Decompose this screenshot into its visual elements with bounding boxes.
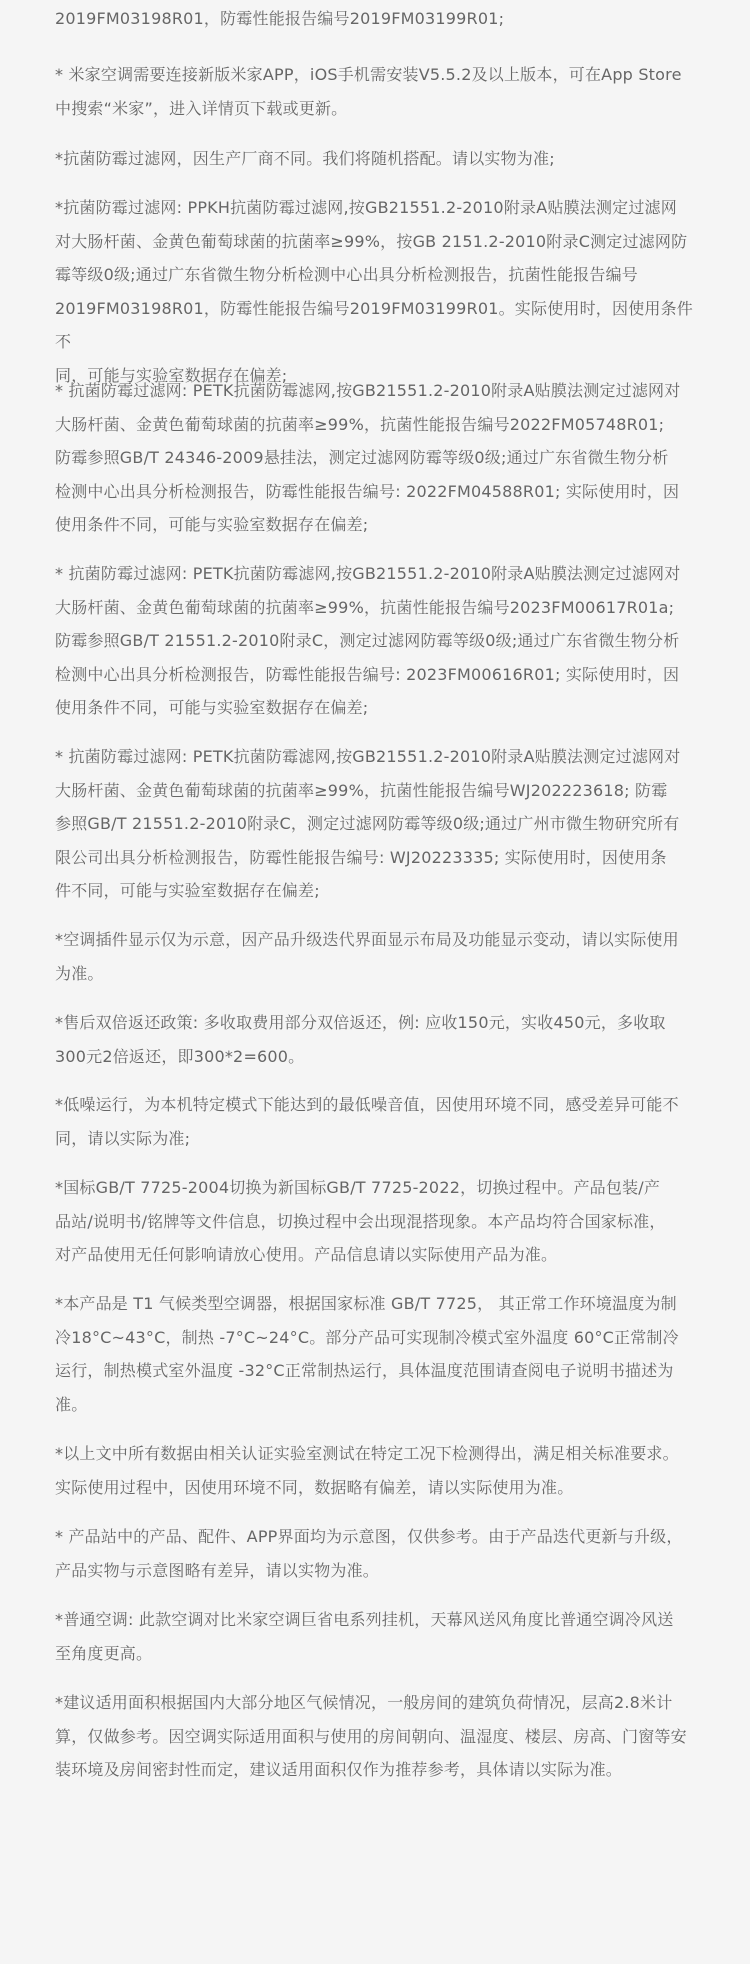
disclaimer-note: *空调插件显示仅为示意，因产品升级迭代界面显示布局及功能显示变动，请以实际使用 为准。	[55, 930, 679, 983]
disclaimer-note: *国标GB/T 7725-2004切换为新国标GB/T 7725-2022，切换过程中。产品包装/产 品站/说明书/铭牌等文件信息，切换过程中会出现混搭现象。本产品均符合国家标准， 对产品使用无任何影响请放心使用。产品信息请以实际使用产品为准。	[55, 1178, 666, 1264]
disclaimer-note: *本产品是 T1 气候类型空调器，根据国家标准 GB/T 7725， 其正常工作环境温度为制 冷18°C~43°C，制热 -7°C~24°C。部分产品可实现制冷模式室外温度 60°C正常制冷 运行，制热模式室外温度 -32°C正常制热运行，具体温度范围请查阅电子说明书描述为 准。	[55, 1294, 679, 1414]
disclaimer-note: * 抗菌防霉过滤网: PETK抗菌防霉滤网,按GB21551.2-2010附录A贴膜法测定过滤网对 大肠杆菌、金黄色葡萄球菌的抗菌率≥99%，抗菌性能报告编号WJ20222361​8; 防霉 参照GB/T 21551.2-2010附录C，测定过滤网防霉等级0级;通过广州市微生物研究所有 限公司出具分析检测报告，防霉性能报告编号: WJ20223335; 实际使用时，因使用条 件不同，可能与实验室数据存在偏差;	[55, 747, 681, 900]
disclaimer-note: *抗菌防霉过滤网: PPKH抗菌防霉过滤网,按GB21551.2-2010附录A贴膜法测定过滤网 对大肠杆菌、金黄色葡萄球菌的抗菌率≥99%，按GB 2151.2-2010附录C测定过滤网防 霉等级0级;通过广东省微生物分析检测中心出具分析检测报告，抗菌性能报告编号 2019FM03198R01，防霉性能报告编号2019FM03199R01。实际使用时，因使用条件不 同，可能与实验室数据存在偏差;	[55, 198, 694, 385]
disclaimer-note: *抗菌防霉过滤网，因生产厂商不同。我们将随机搭配。请以实物为准;	[55, 149, 555, 168]
disclaimer-note: 2019FM03198R01，防霉性能报告编号2019FM03199R01;	[55, 9, 505, 28]
disclaimer-note: *低噪运行，为本机特定模式下能达到的最低噪音值，因使用环境不同，感受差异可能不 同，请以实际为准;	[55, 1095, 679, 1148]
disclaimer-note: * 产品站中的产品、配件、APP界面均为示意图，仅供参考。由于产品迭代更新与升级， 产品实物与示意图略有差异，请以实物为准。	[55, 1527, 683, 1580]
disclaimer-note: * 抗菌防霉过滤网: PETK抗菌防霉滤网,按GB21551.2-2010附录A贴膜法测定过滤网对 大肠杆菌、金黄色葡萄球菌的抗菌率≥99%，抗菌性能报告编号2023FM00617R01a; 防霉参照GB/T 21551.2-2010附录C，测定过滤网防霉等级0级;通过广东省微生物分析 检测中心出具分析检测报告，防霉性能报告编号: 2023FM00616R01; 实际使用时，因 使用条件不同，可能与实验室数据存在偏差;	[55, 564, 681, 717]
disclaimer-note: *以上文中所有数据由相关认证实验室测试在特定工况下检测得出，满足相关标准要求。 实际使用过程中，因使用环境不同，数据略有偏差，请以实际使用为准。	[55, 1444, 679, 1497]
disclaimer-note: *建议适用面积根据国内大部分地区气候情况，一般房间的建筑负荷情况，层高2.8米计 算，仅做参考。因空调实际适用面积与使用的房间朝向、温湿度、楼层、房高、门窗等安 装环境及房间密封性而定，建议适用面积仅作为推荐参考，具体请以实际为准。	[55, 1693, 687, 1779]
disclaimer-note: *普通空调: 此款空调对比米家空调巨省电系列挂机，天幕风送风角度比普通空调冷风送 至角度更高。	[55, 1610, 674, 1663]
disclaimer-note: * 米家空调需要连接新版米家APP，iOS手机需安装V5.5.2及以上版本，可在App Store 中搜索“米家”，进入详情页下载或更新。	[55, 65, 682, 118]
disclaimer-note: * 抗菌防霉过滤网: PETK抗菌防霉滤网,按GB21551.2-2010附录A贴膜法测定过滤网对 大肠杆菌、金黄色葡萄球菌的抗菌率≥99%，抗菌性能报告编号2022FM05748R01; 防霉参照GB/T 24346-2009悬挂法，测定过滤网防霉等级0级;通过广东省微生物分析 检测中心出具分析检测报告，防霉性能报告编号: 2022FM04588R01; 实际使用时，因 使用条件不同，可能与实验室数据存在偏差;	[55, 381, 681, 534]
disclaimer-note: *售后双倍返还政策: 多收取费用部分双倍返还，例: 应收150元，实收450元，多收取 300元2倍返还，即300*2=600。	[55, 1013, 666, 1066]
